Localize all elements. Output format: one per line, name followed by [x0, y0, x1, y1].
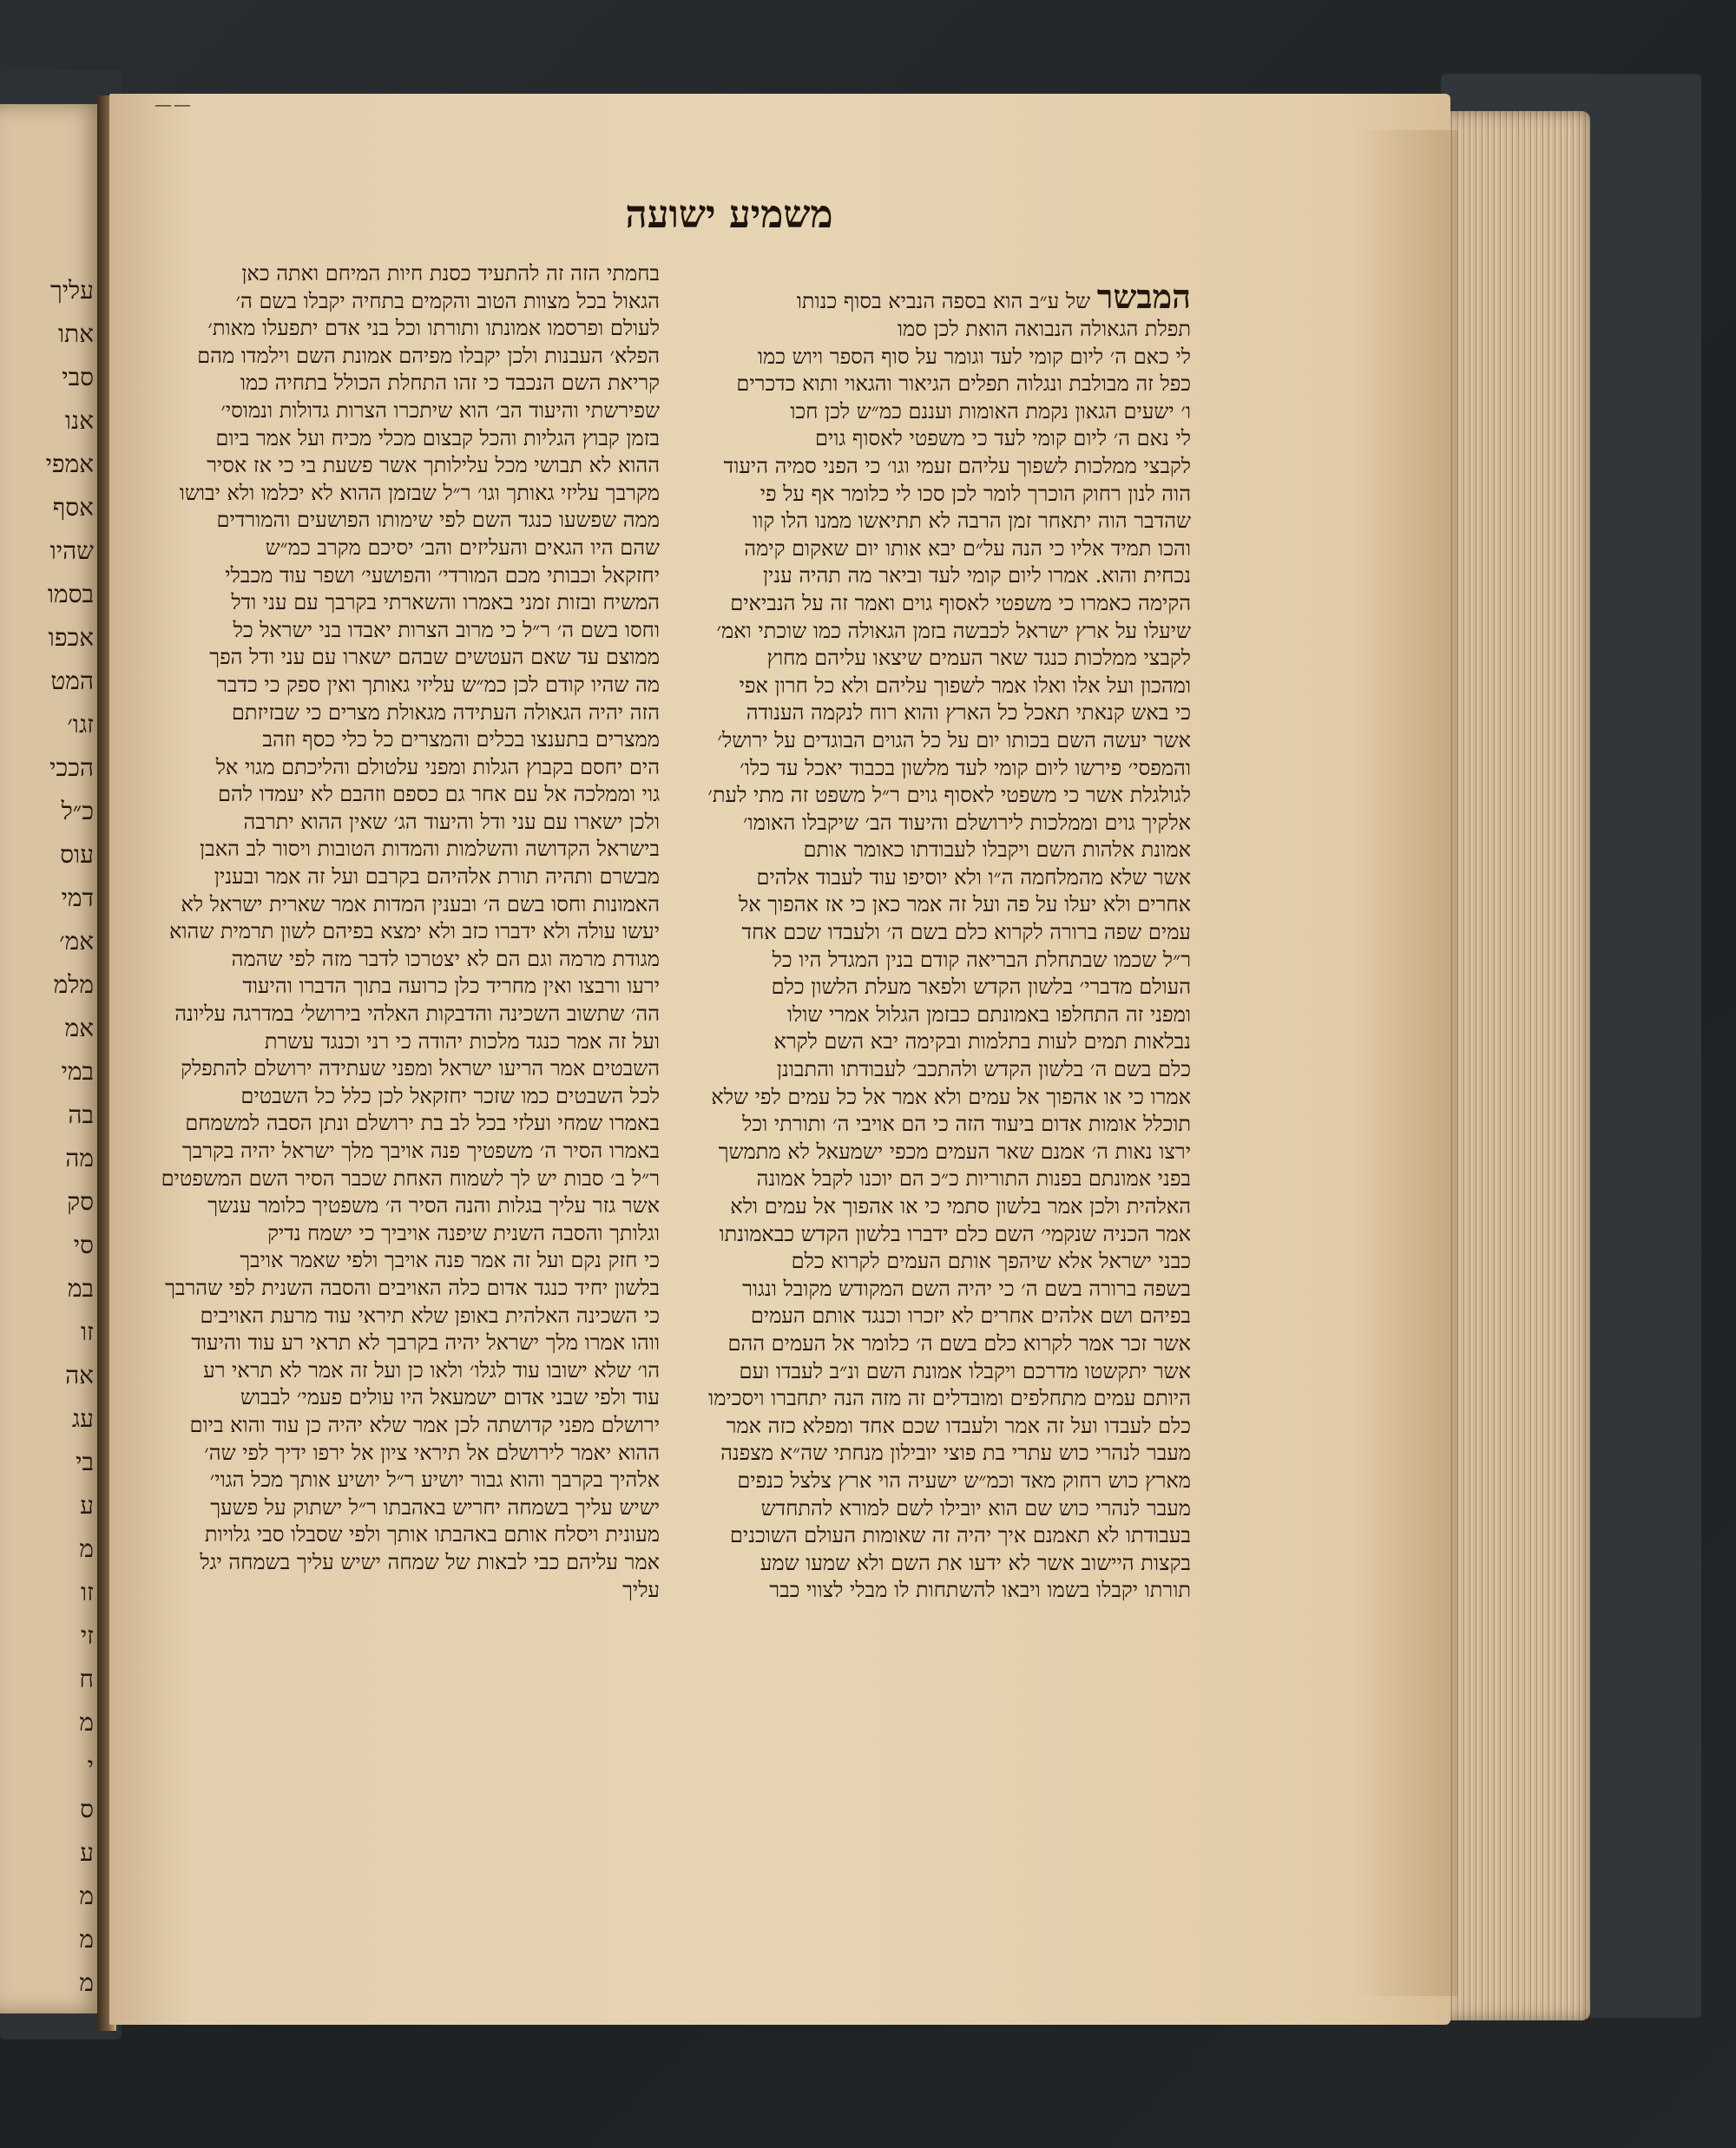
text-line: כלם בשם ה׳ בלשון הקדש ולהתכב׳ לעבודתו והתבונן	[776, 1057, 1191, 1082]
text-line: אלקיך גוים וממלכות לירושלם והיעוד הב׳ שיקבלו האומו׳	[743, 810, 1191, 835]
text-line: בלשון יחיד כנגד אדום כלה האויבים והסבה השנית לפי שהרבך	[165, 1275, 660, 1300]
text-line: תוכלל אומות אדום ביעוד הזה כי הם אויבי ה׳ ותורתי וכל	[742, 1112, 1191, 1137]
text-line: לי כאם ה׳ ליום קומי לעד וגומר על סוף הספר ויוש כמו	[757, 344, 1191, 369]
fragment-line: ע	[80, 1491, 94, 1520]
text-line: קריאת השם הנכבד כי זהו התחלת הכולל בתחיה כמו	[240, 371, 660, 396]
running-head: משמיע ישועה	[625, 193, 833, 237]
page-edge-stain	[1354, 130, 1458, 1996]
text-line: כי השכינה האלהית באופן שלא תיראי עוד מרעת האויבים	[200, 1303, 660, 1328]
text-line: יחזקאל וכבותי מכם המורדי׳ והפושעי׳ ושפר עוד מכבלי	[225, 562, 660, 588]
text-line: ועל זה אמר כנגד מלכות יהודה כי רני וכנגד עשרת	[264, 1028, 660, 1054]
fragment-line: מ	[79, 1534, 94, 1563]
text-line: וגלותך והסבה השנית שיפנה אויביך כי ישמח נדיק	[267, 1220, 660, 1245]
text-line: ומפני זה התחלפו באמונתם כבזמן הגלול אמרי שולו	[786, 1002, 1191, 1027]
fragment-line: ע	[80, 1838, 94, 1867]
fragment-line: אמ׳	[59, 927, 94, 956]
fragment-line: אנו	[64, 406, 94, 435]
text-line: יעשו עולה ולא ידברו כזב ולא ימצא בפיהם לשון תרמית שהוא	[168, 919, 660, 944]
fragment-line: בסמו	[47, 580, 94, 608]
text-line: אחרים ולא יעלו על פה ועל זה אמר כאן כי אז אהפוך אל	[739, 892, 1191, 917]
text-line: בחמתי הזה זה להתעיד כסנת חיות המיחם ואתה כאן	[241, 261, 660, 286]
text-line: אשר זכר אמר לקרוא כלם בשם ה׳ כלומר אל העמים ההם	[727, 1330, 1191, 1356]
text-line: אמרו כי או אהפוך אל עמים ולא אמר אל כל עמים לפי שלא	[711, 1084, 1191, 1109]
text-line: אמונת אלהות השם ויקבלו לעבודתו כאומר אותם	[803, 838, 1191, 863]
fragment-line: סבי	[62, 363, 94, 391]
text-line: באמרו הסיר ה׳ משפטיך פנה אויבך מלך ישראל יהיה בקרבך	[181, 1139, 660, 1163]
text-line: האלהית ולכן אמר בלשון סתמי כי או אהפוך אל עמים ולא	[730, 1194, 1191, 1219]
text-line: כבני ישראל אלא שיהפך אותם העמים לקרוא כלם	[791, 1249, 1191, 1274]
text-line: הוה לנון רחוק הוכרך לומר לכן סכו לי כלומר אף על פי	[760, 481, 1191, 506]
text-line: והכו תמיד אליו כי הנה על״ם יבא אותו יום שאקום קימה	[744, 535, 1191, 561]
text-line: העולם מדברי׳ בלשון הקדש ולפאר מעלת הלשון כלם	[771, 975, 1191, 1000]
left-text-column	[139, 260, 660, 1604]
text-line: שהם היו הגאים והעליזים והב׳ יסיכם מקרב כמ״ש	[265, 535, 660, 560]
text-line: לי נאם ה׳ ליום קומי לעד כי משפטי לאסוף גוים	[815, 426, 1191, 451]
fragment-line: מה	[65, 1144, 94, 1173]
text-line: בפיהם ושם אלהים אחרים לא יזכרו וכנגד אותם העמים	[750, 1304, 1191, 1329]
text-line: לקבצי ממלכות לשפוך עליהם זעמי וגו׳ כי הפני סמיה היעוד	[723, 453, 1191, 478]
page-block-fore-edge	[1443, 111, 1590, 2020]
fragment-line: אמפי	[45, 450, 94, 478]
fragment-line: במי	[61, 1057, 94, 1086]
text-line	[705, 278, 1191, 316]
fragment-line: מ	[79, 1882, 94, 1910]
fragment-line: הככי	[49, 753, 94, 782]
text-line: מארץ כוש רחוק מאד וכמ״ש ישעיה הוי ארץ צלצל כנפים	[737, 1468, 1191, 1493]
text-line: ישיש עליך בשמחה יחריש באהבתו ר״ל ישתוק על פשעך	[210, 1494, 660, 1520]
text-line: אמר עליהם כבי לבאות של שמחה ישיש עליך בשמחה יגל	[200, 1549, 660, 1574]
text-line: הים יחסם בקבוץ הגלות ומפני עלטולם והליכתם מגוי אל	[215, 754, 660, 779]
fragment-line: סק	[67, 1187, 94, 1216]
text-line: ירעו ורבצו ואין מחריד כלן כרועה בתוך הדברו והיעוד	[242, 974, 660, 999]
fragment-line: זגו׳	[67, 710, 94, 739]
text-line: היותם עמים מתחלפים ומובדלים זה מזה הנה יתחברו ויסכימו	[708, 1386, 1191, 1411]
fragment-line: מ	[79, 1708, 94, 1737]
text-line: מעבר לנהרי כוש עתרי בת פוצי יובילון מנחתי שה״א מצפנה	[720, 1441, 1191, 1466]
text-line: האמונות וחסו בשם ה׳ ובענין המדות אמר שארית ישראל לא	[181, 891, 660, 916]
text-line: לעולם ופרסמו אמונתו ותורתו וכל בני אדם יתפעלו מאות׳	[207, 316, 660, 341]
fragment-line: בי	[76, 1448, 94, 1476]
text-line: בישראל הקדושה והשלמות והמדות הטובות ויסור לב האבן	[200, 837, 660, 862]
right-text-column	[705, 278, 1191, 1605]
text-line: אמר הכניה שנקמי׳ השם כלם ידברו בלשון הקדש כבאמונתו	[719, 1221, 1191, 1246]
text-line: עליך	[622, 1577, 660, 1602]
fragment-line: אמ	[64, 1014, 94, 1042]
text-line: הגאול בכל מצוות הטוב והקמים בתחיה יקבלו בשם ה׳	[235, 288, 660, 313]
fragment-line: ח	[79, 1665, 94, 1693]
text-line: הזה יהיה הגאולה העתידה מגאולת מצרים כי שבזיזתם	[231, 700, 660, 725]
fragment-line: עליך	[49, 276, 94, 305]
text-line: בפני אמונתם בפנות התוריות כ״כ הם יוכנו לקבל אמונה	[756, 1166, 1191, 1192]
text-line: שהדבר הוה יתאחר זמן הרבה לא תתיאשו ממנו הלו קוו	[753, 509, 1191, 534]
first-line-text: של ע״ב הוא בספה הנביא בסוף כנותו	[796, 289, 1097, 313]
text-line: מבשרם ותהיה תורת אלהיהם בקרבם ועל זה אמר ובענין	[214, 864, 660, 890]
fragment-line: אתו	[57, 319, 94, 348]
fragment-line: דמי	[61, 884, 94, 912]
fragment-line: י	[87, 1751, 94, 1780]
text-line: מעונית ויסלח אותם באהבתו אותך ולפי שסבלו סבי גלויות	[204, 1522, 660, 1547]
text-line: ממצרים בתענצו בכלים והמצרים כל כלי כסף וזהב	[262, 727, 660, 752]
text-line: באמרו שמחי ועלזי בכל לב בת ירושלם ונתן הסבה למשמחם	[185, 1111, 660, 1136]
text-line: כלם לעבדו ועל זה אמר ולעבדו שכם אחד ומפלא כזה אמר	[726, 1413, 1191, 1438]
text-line: בשפה ברורה בשם ה׳ כי יהיה השם המקודש מקובל ונגור	[742, 1276, 1191, 1301]
left-page-text-fragment	[7, 269, 94, 2005]
text-line: וחסו בשם ה׳ ר״ל כי מרוב הצרות יאבדו בני ישראל כל	[233, 617, 660, 642]
text-line: ר״ל שכמו שבתחלת הבריאה קודם בנין המגדל היו כל	[772, 947, 1191, 972]
text-line: לגולגלת אשר כי משפטי לאסוף גוים ר״ל משפט זה מתי לעת׳	[707, 783, 1191, 808]
text-line: ממה שפשעו כנגד השם לפי שימותו הפושעים והמורדים	[216, 508, 660, 533]
text-line: בזמן קבוץ הגליות והכל קבצום מכלי מכיח ועל אמר ביום	[215, 425, 660, 450]
text-line: לכל השבטים כמו שזכר יחזקאל לכן כלל כל השבטים	[240, 1083, 660, 1108]
fragment-line: שהיו	[49, 536, 94, 565]
text-line: אשר יתקשטו מדרכם ויקבלו אמונת השם ונ״ב לעבדו ועם	[739, 1358, 1191, 1383]
text-line: מקרבך עליזי גאותך וגו׳ ר״ל שבזמן ההוא לא יכלמו ולא יבושו	[179, 480, 660, 505]
fragment-line: כ״ל	[61, 797, 94, 825]
fragment-line: זי	[80, 1621, 94, 1650]
text-line: גוי וממלכה אל עם אחר גם כספם וזהבם לא יעמדו להם	[217, 782, 660, 807]
text-line: ירושלם מפני קדושתה לכן אמר שלא יהיה כן עוד והוא ביום	[189, 1412, 660, 1437]
fragment-line: מ	[79, 1968, 94, 1997]
text-line: בעבודתו לא תאמנם איך יהיה זה שאומות העולם השוכנים	[729, 1523, 1191, 1548]
page-corner-mark: ——	[155, 94, 193, 115]
fragment-line: המט	[50, 667, 94, 695]
fragment-line: מלמ	[53, 970, 94, 999]
text-line: ר״ל ב׳ סבות יש לך לשמוח האחת שכבר הסיר השם המשפטים	[161, 1166, 660, 1191]
text-line: נבלאות תמים לעות בתלמות ובקימה יבא השם לקרא	[773, 1029, 1191, 1054]
text-line: כי באש קנאתי תאכל כל הארץ והוא רוח לנקמה הענודה	[746, 700, 1191, 726]
text-line: הקימה כאמרו כי משפטי לאסוף גוים ואמר זה על הנביאים	[730, 590, 1191, 615]
fragment-line: ס	[80, 1795, 94, 1823]
text-line: שפירשתי והיעוד הב׳ הוא שיתכרו הצרות גדולות ונמוסי׳	[220, 397, 660, 423]
fragment-line: במ	[67, 1274, 94, 1303]
text-line: לקבצי ממלכות כנגד שאר העמים שיצאו עליהם מחוץ	[766, 646, 1191, 671]
fragment-line: זו	[81, 1578, 94, 1606]
fragment-line: אה	[65, 1361, 94, 1389]
text-line: עוד ולפי שבני אדום ישמעאל היו עולים פעמי׳ לבבוש	[240, 1385, 660, 1410]
text-line: תפלת הגאולה הנבואה הואת לכן סמו	[897, 317, 1191, 341]
fragment-line: אסף	[52, 493, 94, 522]
text-line: הו׳ שלא ישובו עוד לגלו׳ ולאו כן ועל זה אמר לא תראי רע	[203, 1357, 660, 1383]
text-line: השבטים אמר הריעו ישראל ומפני שעתידה ירושלם להתפלק	[181, 1056, 660, 1081]
text-line: אשר יעשה השם בכותו יום על כל הגוים הבוגדים על ירושל׳	[717, 727, 1191, 752]
text-line: אשר גזר עליך בגלות והנה הסיר ה׳ משפטיך כלומר ענשך	[207, 1193, 660, 1219]
text-line: עמים שפה ברורה לקרוא כלם בשם ה׳ ולעבדו שכם אחד	[741, 920, 1191, 945]
text-line: ומהכון ועל אלו ואלו אמר לשפוך עליהם ולא כל חרון אפי	[739, 673, 1191, 698]
text-line: ולכן ישארו עם עני ודל והיעוד הג׳ שאין ההוא יתרבה	[243, 809, 660, 834]
fragment-line: אכפו	[48, 623, 94, 652]
left-page-edge	[0, 104, 102, 2013]
text-line: והמפסי׳ פירשו ליום קומי לעד מלשון בכבוד יאכל עד כלו׳	[740, 755, 1191, 780]
text-line: ו׳ ישעים הגאון נקמת האומות ועננם כמ״ש לכן חכו	[790, 398, 1191, 424]
text-line: מעבר לנהרי כוש שם הוא יובילו לשם למורא להתחדש	[760, 1495, 1191, 1521]
text-line: תורתו יקבלו בשמו ויבאו להשתחות לו מבלי לצווי כבר	[769, 1578, 1191, 1603]
text-line: ווהו אמרו מלך ישראל יהיה בקרבך לא תראי רע עוד והיעוד	[191, 1330, 660, 1356]
text-line: ההוא לא תבושי מכל עלילותך אשר פשעת בי כי אז אסיר	[207, 453, 660, 478]
text-line: הה׳ שתשוב השכינה והדבקות האלהי בירושל׳ במדרגה עליונה	[174, 1002, 660, 1027]
text-line: אלהיך בקרבך והוא גבור יושיע ר״ל יושיע אותך מכל הגוי׳	[209, 1468, 660, 1493]
text-line: מגודת מרמה וגם הם לא יצטרכו לדבר מזה לפי שהמה	[231, 946, 660, 971]
text-line: אשר שלא מהמלחמה ה״ו ולא יוסיפו עוד לעבוד אלהים	[756, 864, 1191, 890]
fragment-line: סי	[73, 1231, 94, 1259]
fragment-line: מ	[79, 1925, 94, 1954]
text-line: ההוא יאמר לירושלם אל תיראי ציון אל ירפו ידיך לפי שה׳	[204, 1440, 660, 1465]
text-line: ממוצם עד שאם העטשים שבהם ישארו עם עני ודל הפך	[209, 645, 660, 670]
lead-word: המבשר	[1096, 278, 1191, 316]
text-line: כפל זה מבולבת ונגלוה תפלים הגיאור והגאוי ותוא כדכרים	[736, 371, 1191, 397]
text-line: הפלא׳ העבנות ולכן יקבלו מפיהם אמונת השם וילמדו מהם	[197, 343, 660, 368]
fragment-line: עג	[71, 1404, 94, 1433]
text-line: שיעלו על ארץ ישראל לכבשה בזמן הגאולה כמו שוכתי ואמ׳	[716, 618, 1191, 643]
fragment-line: עוס	[60, 840, 94, 869]
text-line: כי חזק נקם ועל זה אמר פנה אויבך ולפי שאמר אויבך	[240, 1248, 660, 1273]
text-line: ירצו נאות ה׳ אמנם שאר העמים מכפי ישמעאל לא מתמשך	[718, 1139, 1191, 1164]
text-line: בקצות היישוב אשר לא ידעו את השם ולא שמעו שמע	[760, 1550, 1191, 1575]
fragment-line: בה	[68, 1100, 94, 1129]
text-line: המשיח ובזות זמני באמרו והשארתי בקרבך עם עני ודל	[231, 590, 660, 615]
text-line: מה שהיו קודם לכן כמ״ש עליזי גאותך ואין ספק כי כדבר	[217, 672, 660, 697]
fragment-line: זו	[81, 1317, 94, 1346]
text-line: נכחית והוא. אמרו ליום קומי לעד וביאר מה תהיה ענין	[762, 563, 1191, 588]
